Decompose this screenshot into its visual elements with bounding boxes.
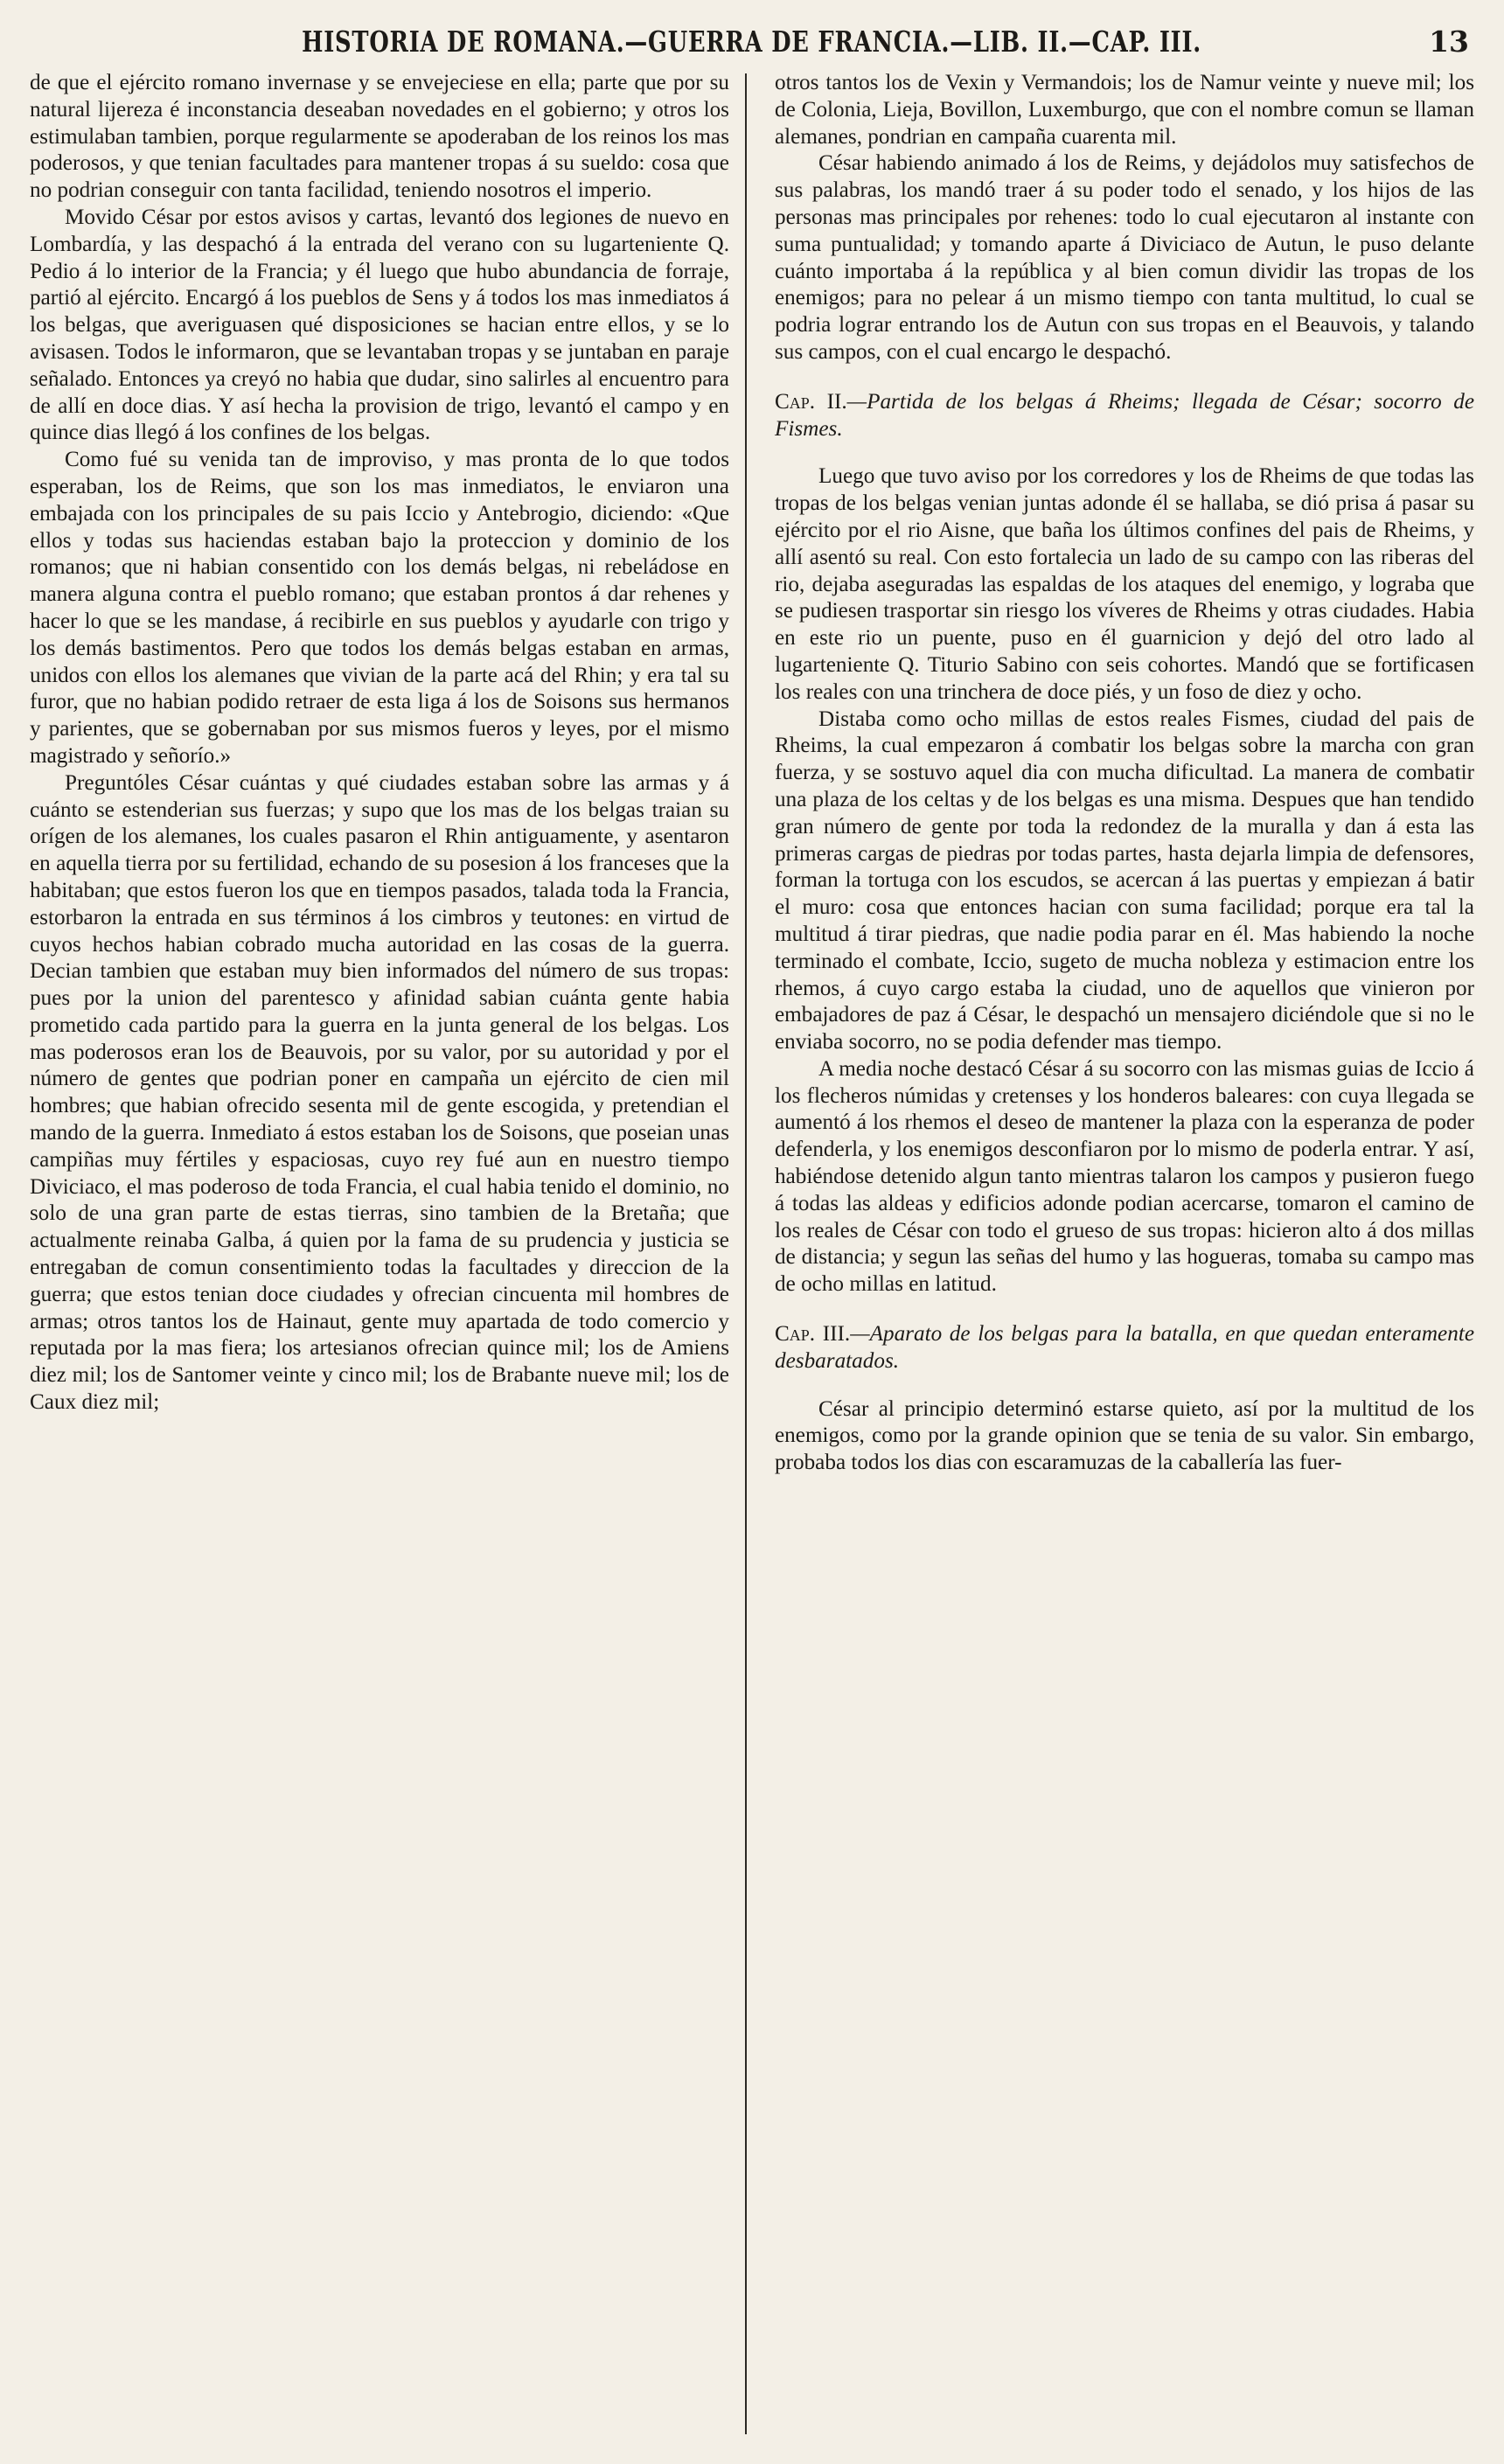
paragraph: César habiendo animado á los de Reims, y dejádolos muy satisfechos de sus palabras, los mandó traer á su poder todo el senado, y los hijos de las personas mas principales por rehenes: todo lo cual ejecutaron al instante con suma puntualidad; y tomando aparte á Diviciaco de Autun, le puso delante cuánto importaba á la república y al bien comun dividir las tropas de los enemigos; para no pelear á un mismo tiempo con tanta multitud, lo cual se podria lograr entrando los de Autun con sus tropas en el Beauvois, y talando sus campos, con el cual encargo le despachó.	[775, 151, 1474, 364]
paragraph: Movido César por estos avisos y cartas, levantó dos legiones de nuevo en Lombardía, y las despachó á la entrada del verano con su lugarteniente Q. Pedio á lo interior de la Francia; y él luego que hubo abundancia de forraje, partió al ejército. Encargó á los pueblos de Sens y á todos los mas inmediatos á los belgas, que averiguasen qué disposiciones se hacian entre ellos, y se lo avisasen. Todos le informaron, que se levantaban tropas y se juntaban en paraje señalado. Entonces ya creyó no habia que dudar, sino salirles al encuentro para de allí en doce dias. Y así hecha la provision de trigo, levantó el campo y en quince dias llegó á los confines de los belgas.	[30, 205, 729, 445]
chapter-summary: —Partida de los belgas á Rheims; llegada de César; socorro de Fismes.	[775, 389, 1474, 441]
chapter-label: Cap. III.	[775, 1322, 851, 1347]
paragraph: Luego que tuvo aviso por los corredores y los de Rheims de que todas las tropas de los belgas venian juntas adonde él se hallaba, se dió prisa á pasar su ejército por el rio Aisne, que baña los últimos confines del pais de Rheims, y allí asentó su real. Con esto fortalecia un lado de su campo con las riberas del rio, dejaba aseguradas las espaldas de los ataques del enemigo, y lograba que se pudiesen trasportar sin riesgo los víveres de Rheims y otras ciudades. Habia en este rio un puente, puso en él guarnicion y dejó del otro lado al lugarteniente Q. Titurio Sabino con seis cohortes. Mandó que se fortificasen los reales con una trinchera de doce piés, y un foso de diez y ocho.	[775, 464, 1474, 704]
paragraph: de que el ejército romano invernase y se envejeciese en ella; parte que por su natural lijereza é inconstancia deseaban novedades en el gobierno; y otros los estimulaban tambien, porque regularmente se apoderaban de los reinos los mas poderosos, y que tenian facultades para mantener tropas á su sueldo: cosa que no podrian conseguir con tanta facilidad, teniendo nosotros el imperio.	[30, 71, 729, 203]
paragraph: A media noche destacó César á su socorro con las mismas guias de Iccio á los flecheros númidas y cretenses y los honderos baleares: con cuya llegada se aumentó á los rhemos el deseo de mantener la plaza con la esperanza de poder defenderla, y los enemigos desconfiaron por lo mismo de poderla entrar. Y así, habiéndose detenido algun tanto mientras talaron los campos y pusieron fuego á todas las aldeas y edificios adonde podian acercarse, tomaron el camino de los reales de César con todo el grueso de sus tropas: hicieron alto á dos millas de distancia; y segun las señas del humo y las hogueras, tomaba su campo mas de ocho millas en latitud.	[775, 1056, 1474, 1297]
chapter-label: Cap. II.	[775, 389, 847, 414]
paragraph: Preguntóles César cuántas y qué ciudades estaban sobre las armas y á cuánto se estenderian sus fuerzas; y supo que los mas de los belgas traian su orígen de los alemanes, los cuales pasaron el Rhin antiguamente, y asentaron en aquella tierra por su fertilidad, echando de su posesion á los franceses que la habitaban; que estos fueron los que en tiempos pasados, talada toda la Francia, estorbaron la entrada en sus términos á los cimbros y teutones: en virtud de cuyos hechos habian cobrado mucha autoridad en las cosas de la guerra. Decian tambien que estaban muy bien informados del número de sus tropas: pues por la union del parentesco y afinidad sabian cuánta gente habia prometido cada partido para la guerra en la junta general de los belgas. Los mas poderosos eran los de Beauvois, por su valor, por su autoridad y por el número de gentes que podrian poner en campaña un ejército de cien mil hombres; que habian ofrecido sesenta mil de gente escogida, y pretendian el mando de la guerra. Inmediato á estos estaban los de Soisons, que poseian unas campiñas muy fértiles y espaciosas, cuyo rey fué aun en nuestro tiempo Diviciaco, el mas poderoso de toda Francia, el cual habia tenido el dominio, no solo de una gran parte de estas tierras, sino tambien de la Bretaña; que actualmente reinaba Galba, á quien por la fama de su prudencia y justicia se entregaban de comun consentimiento todas la facultades y direccion de la guerra; que estos tenian doce ciudades y ofrecian cincuenta mil hombres de armas; otros tantos los de Hainaut, gente muy apartada de todo comercio y reputada por la mas fiera; los artesianos ofrecian quince mil; los de Amiens diez mil; los de Santomer veinte y cinco mil; los de Brabante nueve mil; los de Caux diez mil;	[30, 770, 729, 1415]
text-columns	[30, 70, 1474, 2448]
right-column	[775, 70, 1474, 2448]
left-column	[30, 70, 729, 2448]
chapter-summary: —Aparato de los belgas para la batalla, en que quedan enteramente desbaratados.	[775, 1322, 1474, 1373]
paragraph: otros tantos los de Vexin y Vermandois; los de Namur veinte y nueve mil; los de Colonia, Lieja, Bovillon, Luxemburgo, que con el nombre comun se llaman alemanes, pondrian en campaña cuarenta mil.	[775, 71, 1474, 149]
paragraph: César al principio determinó estarse quieto, así por la multitud de los enemigos, como por la grande opinion que se tenia de su valor. Sin embargo, probaba todos los dias con escaramuzas de la caballería las fuer-	[775, 1396, 1474, 1475]
paragraph: Como fué su venida tan de improviso, y mas pronta de lo que todos esperaban, los de Reims, que son los mas inmediatos, le enviaron una embajada con los principales de su pais Iccio y Antebrogio, diciendo: «Que ellos y todas sus haciendas estaban bajo la proteccion y dominio de los romanos; que ni habian consentido con los demás belgas, ni rebeládose en manera alguna contra el pueblo romano; que estaban prontos á dar rehenes y hacer lo que se les mandase, á recibirle en sus pueblos y ayudarle con trigo y los demás bastimentos. Pero que todos los demás belgas estaban en armas, unidos con ellos los alemanes que vivian de la parte acá del Rhin; y era tal su furor, que no habian podido retraer de esta liga á los de Soisons sus hermanos y parientes, que se gobernaban por sus mismos fueros y leyes, por el mismo magistrado y señorío.»	[30, 448, 729, 768]
running-title: HISTORIA DE ROMANA.—GUERRA DE FRANCIA.—LIB. II.—CAP. III.	[302, 24, 1202, 59]
chapter-heading-2	[775, 389, 1474, 443]
paragraph: Distaba como ocho millas de estos reales Fismes, ciudad del pais de Rheims, la cual empezaron á combatir los belgas sobre la marcha con gran fuerza, y se sostuvo aquel dia con mucha dificultad. La manera de combatir una plaza de los celtas y de los belgas es una misma. Despues que han tendido gran número de gente por toda la redondez de la muralla y dan á esta las primeras cargas de piedras por todas partes, hasta dejarla limpia de defensores, forman la tortuga con los escudos, se acercan á las puertas y empiezan á batir el muro: cosa que entonces hacian con suma facilidad; porque era tal la multitud á tirar piedras, que nadie podia parar en él. Mas habiendo la noche terminado el combate, Iccio, sugeto de mucha nobleza y estimacion entre los rhemos, á cuyo cargo estaba la ciudad, uno de aquellos que vinieron por embajadores de paz á César, le despachó un mensajero diciéndole que si no le enviaba socorro, no se podia defender mas tiempo.	[775, 706, 1474, 1055]
running-header	[30, 24, 1474, 70]
page-number: 13	[1429, 24, 1469, 59]
column-divider	[745, 73, 747, 2434]
chapter-heading-3	[775, 1321, 1474, 1375]
